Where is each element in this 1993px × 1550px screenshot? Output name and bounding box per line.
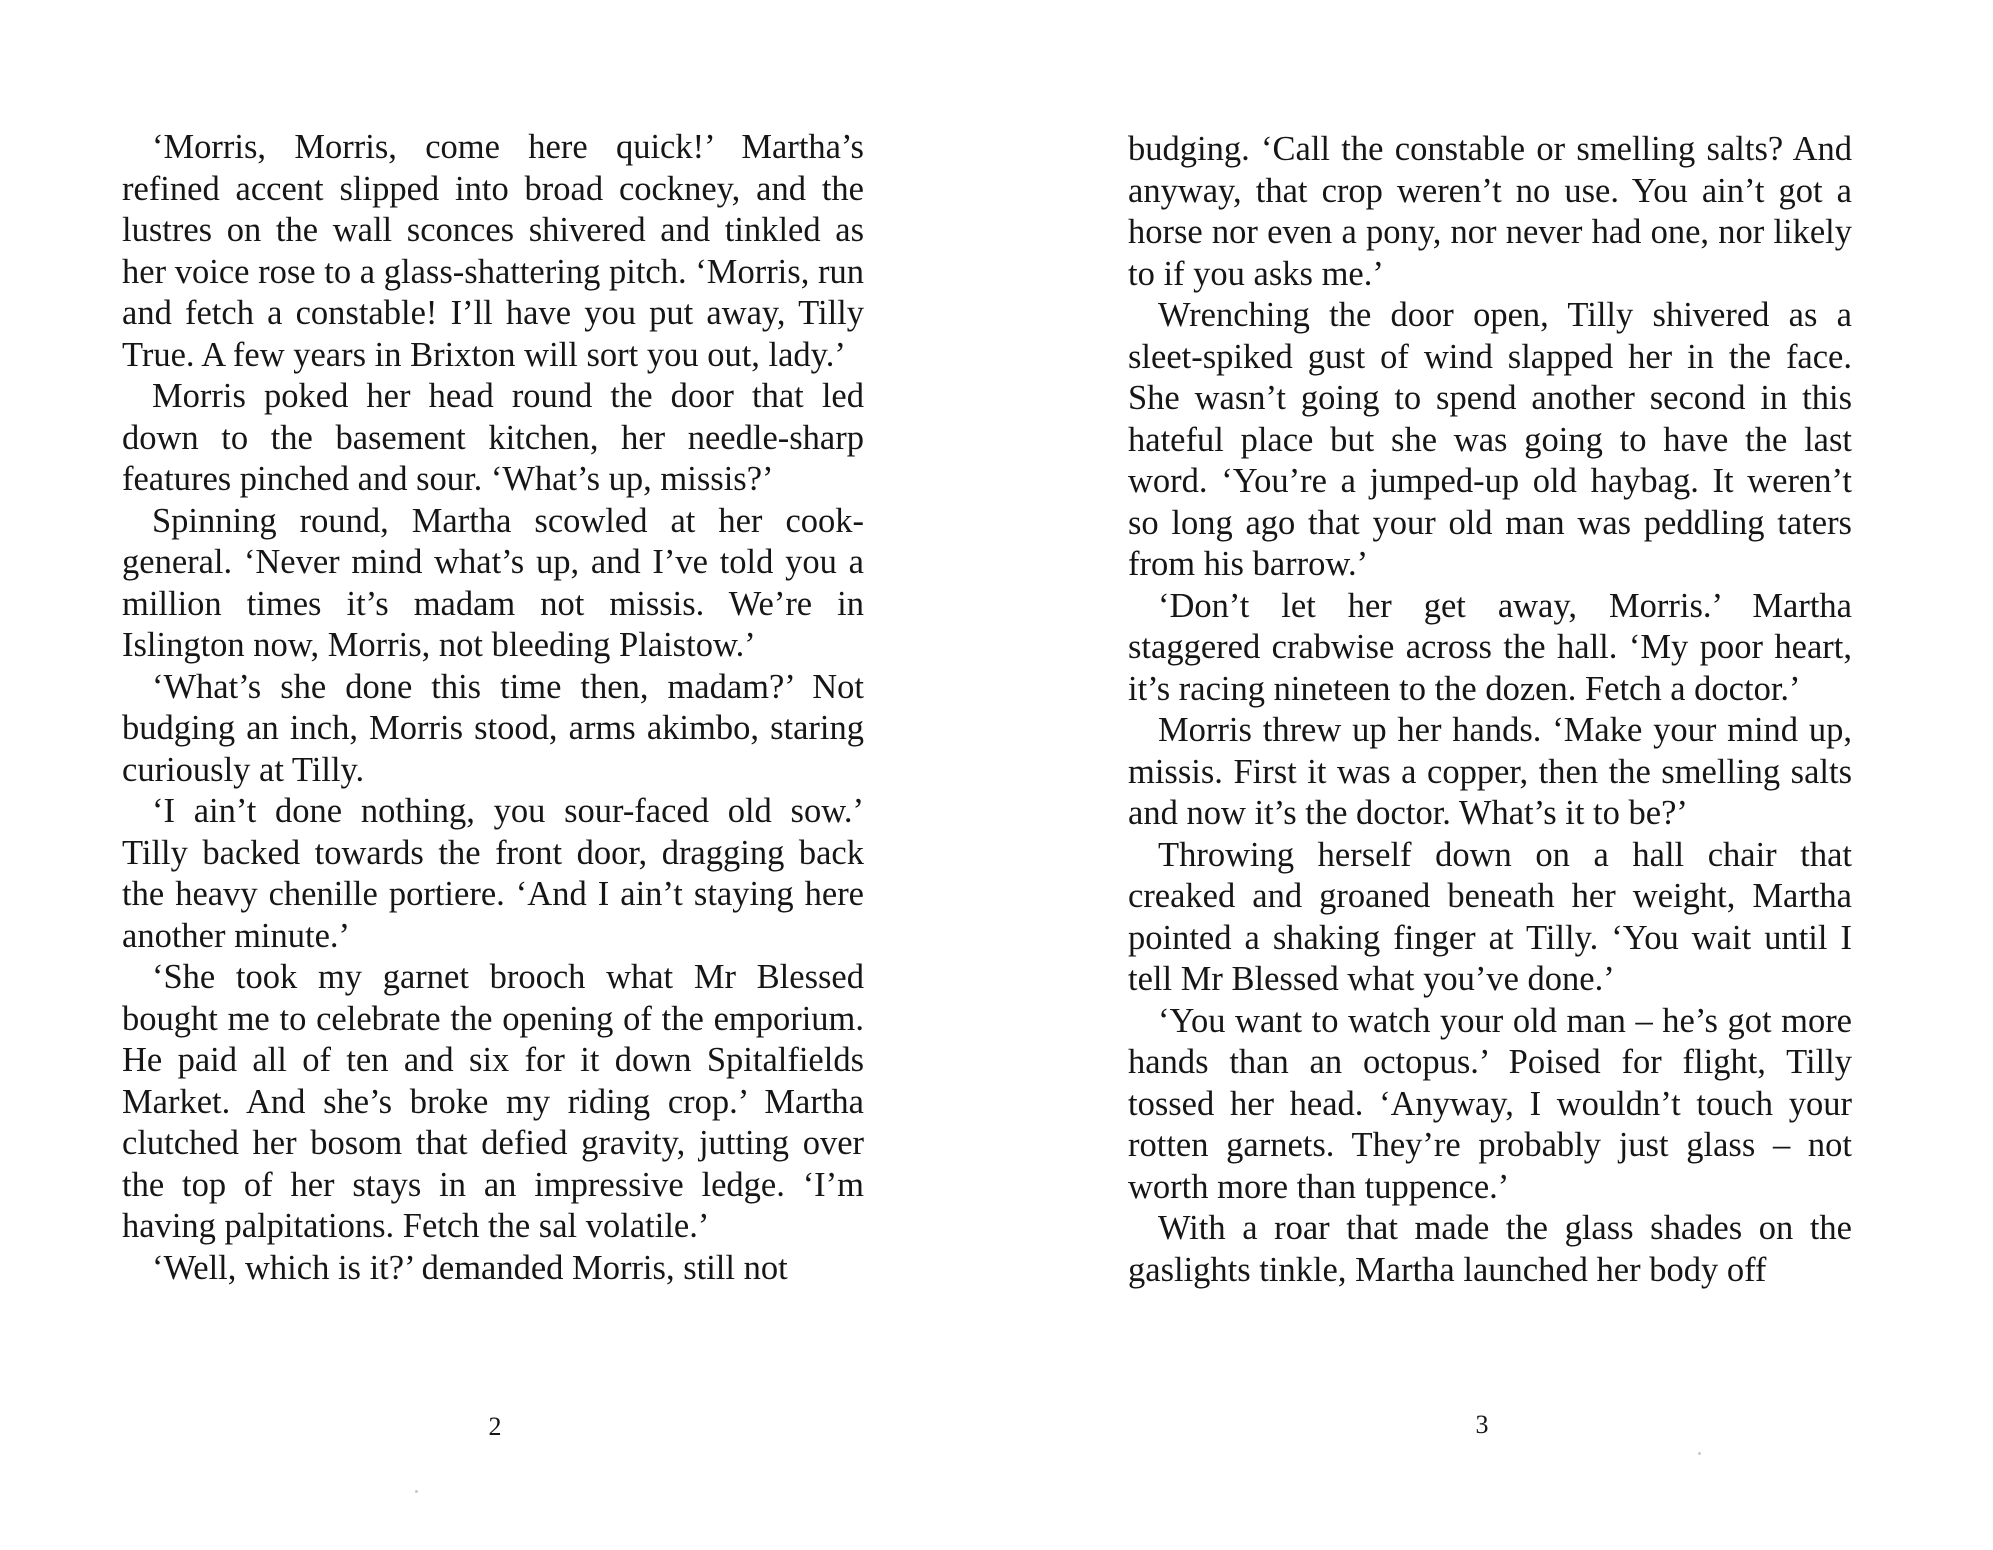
paragraph: Throwing herself down on a hall chair that creaked and groaned beneath her weight, Martha pointed a shaking finger at Tilly. ‘You wait until I tell Mr Blessed what you’ve done.’ xyxy=(1128,835,1852,998)
right-page-text xyxy=(1128,129,1852,1291)
paragraph: Wrenching the door open, Tilly shivered as a sleet-spiked gust of wind slapped her in the face. She wasn’t going to spend another second in this hateful place but she was going to have the last word. ‘You’re a jumped-up old haybag. It weren’t so long ago that your old man was peddling taters from his barrow.’ xyxy=(1128,296,1852,583)
paragraph: ‘I ain’t done nothing, you sour-faced old sow.’ Tilly backed towards the front door, dragging back the heavy chenille portiere. ‘And I ain’t staying here another minute.’ xyxy=(122,792,864,955)
paragraph: ‘What’s she done this time then, madam?’ Not budging an inch, Morris stood, arms akimbo, staring curiously at Tilly. xyxy=(122,667,864,789)
left-page-text xyxy=(122,127,864,1289)
paragraph: ‘Well, which is it?’ demanded Morris, still not xyxy=(152,1248,788,1287)
paragraph: With a roar that made the glass shades on the gaslights tinkle, Martha launched her body off xyxy=(1128,1209,1852,1289)
paragraph: ‘Morris, Morris, come here quick!’ Martha’s refined accent slipped into broad cockney, and the lustres on the wall sconces shivered and tinkled as her voice rose to a glass-shattering pitch. ‘Morris, run and fetch a constable! I’ll have you put away, Tilly True. A few years in Brixton will sort you out, lady.’ xyxy=(122,128,864,374)
paragraph: budging. ‘Call the constable or smelling salts? And anyway, that crop weren’t no use. You ain’t got a horse nor even a pony, nor never had one, nor likely to if you asks me.’ xyxy=(1128,130,1852,293)
paragraph: ‘She took my garnet brooch what Mr Blessed bought me to celebrate the opening of the emporium. He paid all of ten and six for it down Spitalfields Market. And she’s broke my riding crop.’ Martha clutched her bosom that defied gravity, jutting over the top of her stays in an impressive ledge. ‘I’m having palpitations. Fetch the sal volatile.’ xyxy=(122,958,864,1245)
paragraph: Spinning round, Martha scowled at her cook-general. ‘Never mind what’s up, and I’ve told you a million times it’s madam not missis. We’re in Islington now, Morris, not bleeding Plaistow.’ xyxy=(122,501,864,664)
right-page xyxy=(996,0,1993,1550)
page-number: 3 xyxy=(1475,1410,1489,1439)
paragraph: ‘You want to watch your old man – he’s got more hands than an octopus.’ Poised for flight, Tilly tossed her head. ‘Anyway, I wouldn’t touch your rotten garnets. They’re probably just glass – not worth more than tuppence.’ xyxy=(1128,1001,1852,1206)
paragraph: Morris threw up her hands. ‘Make your mind up, missis. First it was a copper, then the smelling salts and now it’s the doctor. What’s it to be?’ xyxy=(1128,711,1852,832)
paper-speck xyxy=(415,1490,418,1493)
page-number: 2 xyxy=(488,1412,502,1441)
left-page xyxy=(0,0,996,1550)
paper-speck xyxy=(1698,1452,1701,1455)
paragraph: Morris poked her head round the door that led down to the basement kitchen, her needle-sharp features pinched and sour. ‘What’s up, missis?’ xyxy=(122,377,864,498)
paragraph: ‘Don’t let her get away, Morris.’ Martha staggered crabwise across the hall. ‘My poor heart, it’s racing nineteen to the dozen. Fetch a doctor.’ xyxy=(1128,586,1852,708)
